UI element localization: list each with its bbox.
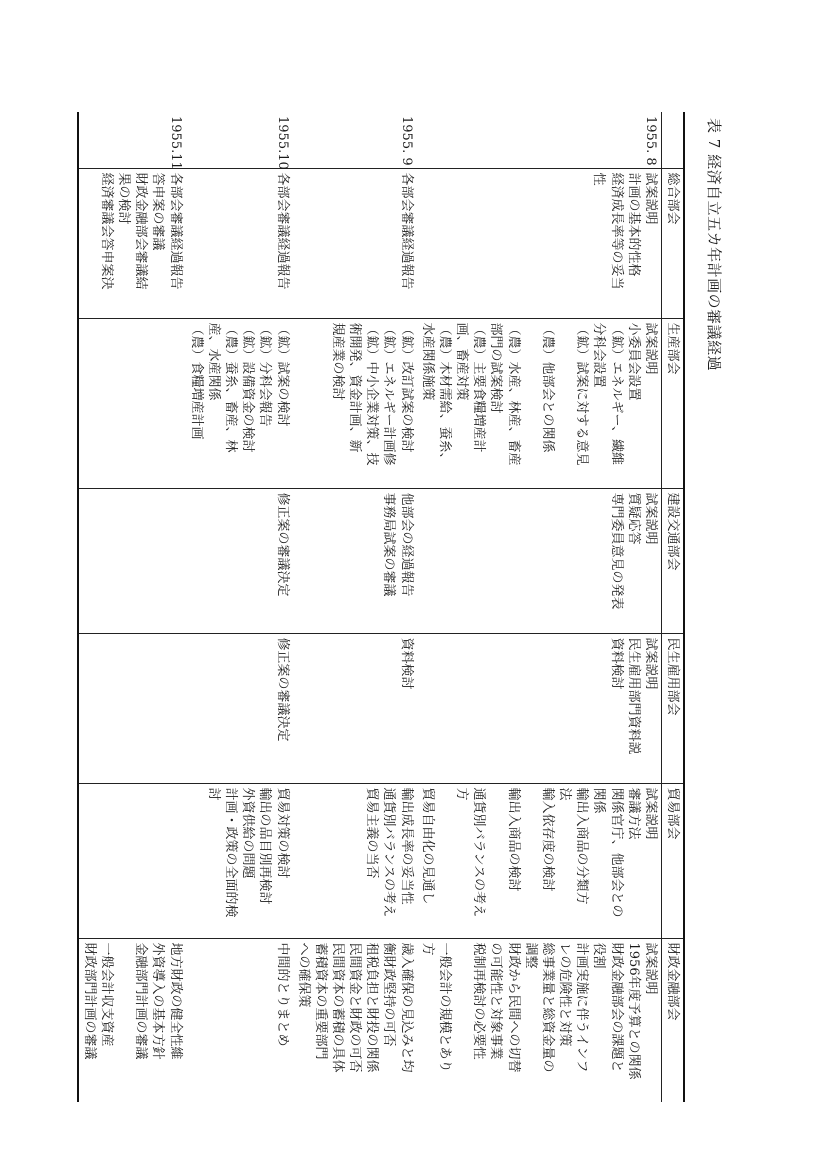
cell-line: 輸出の品目別再検討	[257, 787, 273, 905]
cell-line: の可能性と対象事業	[488, 942, 504, 1060]
cell-line: レの危険性と対策	[557, 942, 573, 1047]
cell-line: 関係官庁、他部会との	[608, 787, 624, 918]
table-title: 表 7 経済自立五カ年計画の審議経過	[705, 118, 723, 372]
header-sogo: 総合部会	[661, 168, 684, 318]
header-row	[661, 112, 684, 1102]
cell-line: 役割	[591, 942, 607, 969]
cell-line: 輸出成長率の妥当性	[398, 787, 414, 905]
cell-line: 輸出入商品の検討	[505, 787, 521, 892]
cell-line: 租税負担と財投の関係	[364, 942, 380, 1073]
cell-line: （鉱）エネルギー計画修	[381, 322, 397, 466]
cell-line: 通貨別バランスの考え	[381, 787, 397, 918]
cell-line: （鉱）分科会報告	[257, 322, 273, 427]
cell-line: 専門委員意見の発表	[608, 492, 624, 610]
cell-line: 1956年度予算との関係	[625, 942, 641, 1080]
cell-line: 水産関係施策	[419, 322, 435, 401]
header-minsei: 民生雇用部会	[661, 633, 684, 783]
cell-line: （鉱）改訂試案の検討	[398, 322, 414, 453]
cell-line: （鉱）試案に対する意見	[574, 322, 590, 466]
cell-line: 修正案の審議決定	[274, 637, 290, 742]
cell-line: 財政から民間への切替	[505, 942, 521, 1073]
cell-line: 試案説明	[642, 942, 658, 995]
cell-line: 蓄積資本の重要部門	[312, 942, 328, 1060]
cell-line: 試案説明	[642, 322, 658, 375]
cell-line: 総事業量と総資金量の	[539, 942, 555, 1073]
cell-line: 輸入依存度の検討	[539, 787, 555, 892]
cell-sogo	[293, 168, 417, 318]
cell-line: 衡財政堅持の可否	[381, 942, 397, 1047]
cell-line: 財政金融部会の課題と	[608, 942, 624, 1073]
cell-line: 地方財政の健全性維	[167, 942, 183, 1060]
cell-line: （鉱）試案の検討	[274, 322, 290, 427]
cell-line: 各部会審議経過報告	[167, 172, 183, 290]
cell-line: 産、水産関係	[205, 322, 221, 401]
row-date: 1955.10	[274, 116, 290, 170]
cell-line: 一般会計収支資産	[99, 942, 114, 1047]
cell-line: （鉱）設備資金の検討	[240, 322, 256, 453]
cell-kensetsu	[78, 488, 186, 633]
cell-line: 試案説明	[642, 172, 658, 225]
cell-line: 貿易自由化の見通し	[419, 787, 435, 905]
cell-zaisei	[417, 938, 662, 1102]
cell-line: 方	[454, 787, 470, 801]
cell-minsei	[78, 633, 186, 783]
table-row	[78, 112, 186, 1102]
cell-line: 資料検討	[608, 637, 624, 690]
cell-kensetsu	[417, 488, 662, 633]
cell-sogo	[186, 168, 293, 318]
cell-line: 通貨別バランスの考え	[471, 787, 487, 918]
table-row	[293, 112, 417, 1102]
cell-boeki	[293, 783, 417, 938]
header-kensetsu: 建設交通部会	[661, 488, 684, 633]
cell-line: への確保策	[295, 942, 311, 1008]
cell-line: 他部会の経過報告	[398, 492, 414, 597]
cell-line: 外資導入の基本方針	[150, 942, 166, 1060]
cell-line: 審議方法	[625, 787, 641, 840]
cell-zaisei	[293, 938, 417, 1102]
cell-line: 試案説明	[642, 637, 658, 690]
cell-line: （農）木材需給、蚕糸、	[436, 322, 452, 466]
cell-line: （鉱）中小企業対策、技	[364, 322, 380, 466]
cell-line: 資料検討	[398, 637, 414, 690]
cell-line: 質疑応答	[625, 492, 641, 545]
cell-line	[487, 788, 504, 934]
cell-line: 各部会審議経過報告	[274, 172, 290, 290]
cell-line	[436, 788, 453, 934]
cell-line: （鉱）エネルギー、繊維	[608, 322, 624, 465]
cell-line: 外資供給の問題	[240, 787, 256, 879]
deliberation-table	[77, 112, 685, 1102]
cell-line: 試案説明	[642, 787, 658, 840]
cell-line: 各部会審議経過報告	[398, 172, 414, 290]
cell-kensetsu	[293, 488, 417, 633]
cell-line	[115, 943, 132, 1099]
cell-minsei	[186, 633, 293, 783]
table-row	[186, 112, 293, 1102]
cell-boeki	[78, 783, 186, 938]
cell-zaisei	[78, 938, 186, 1102]
cell-line: 中間的とりまとめ	[274, 942, 290, 1047]
cell-line: 分科会設置	[591, 322, 607, 388]
cell-line: （農）他部会との関係	[539, 322, 555, 453]
cell-line: 一般会計の規模とあり	[436, 942, 452, 1073]
cell-sogo	[78, 168, 186, 318]
cell-sogo	[417, 168, 662, 318]
table-row	[417, 112, 662, 1102]
cell-line: （農）主要食糧増産計	[471, 322, 487, 453]
cell-zaisei	[186, 938, 293, 1102]
cell-line: 法	[557, 787, 573, 801]
cell-line: 民間資金と財政の可否	[347, 942, 363, 1073]
cell-seisan	[186, 318, 293, 488]
cell-line: 部門の試案検討	[488, 322, 504, 414]
rotated-table-frame	[81, 112, 725, 1112]
cell-boeki	[417, 783, 662, 938]
cell-line: 計画実施に伴うインフ	[574, 942, 590, 1073]
cell-line: 貿易主義の当否	[364, 787, 380, 879]
cell-line: 計画の基本的性格	[625, 172, 641, 277]
row-date: 1955. 9	[398, 116, 414, 166]
cell-line: 財政金融部会審議結	[133, 172, 149, 290]
row-date: 1955. 8	[642, 116, 658, 166]
header-date	[661, 112, 684, 168]
cell-line: 調整	[522, 942, 538, 969]
cell-minsei	[293, 633, 417, 783]
cell-line: 財政部門計画の審議	[81, 942, 97, 1060]
cell-line: 経済審議会答申案決	[99, 172, 114, 290]
cell-line: 答申案の審議	[150, 172, 166, 251]
cell-line: 金融部門計画の審議	[133, 942, 149, 1060]
header-zaisei: 財政金融部会	[661, 938, 684, 1102]
cell-line: 性	[591, 172, 607, 186]
header-boeki: 貿易部会	[661, 783, 684, 938]
cell-line: 試案説明	[642, 492, 658, 545]
cell-seisan	[293, 318, 417, 488]
cell-line: 画、畜産対策	[454, 322, 470, 401]
row-date: 1955.11	[78, 112, 186, 168]
cell-line	[522, 788, 539, 934]
cell-line: 貿易対策の検討	[274, 787, 290, 879]
cell-line: 小委員会設置	[625, 322, 641, 401]
cell-line: 事務局試案の審議	[381, 492, 397, 597]
cell-line: 果の検討	[116, 172, 132, 225]
cell-line: 歳入確保の見込みと均	[398, 942, 414, 1073]
cell-line: 術開発、資金計画、新	[347, 322, 363, 453]
cell-kensetsu	[186, 488, 293, 633]
cell-line: 民生雇用部門資料説	[625, 637, 641, 755]
cell-line: 税制再検討の必要性	[471, 942, 487, 1060]
cell-boeki	[186, 783, 293, 938]
cell-minsei	[417, 633, 662, 783]
cell-line: 方	[419, 942, 435, 956]
cell-line: 規産業の検討	[330, 322, 346, 401]
cell-line: 計画・政策の全面的検	[223, 787, 239, 918]
cell-line: 経済成長率等の妥当	[608, 172, 624, 290]
cell-line	[556, 323, 573, 484]
cell-line: 討	[205, 787, 221, 801]
cell-line: 民間資本の蓄積の具体	[330, 942, 346, 1073]
cell-line: 関係	[591, 787, 607, 814]
cell-line: （農）蚕糸、畜産、林	[223, 322, 239, 453]
cell-line	[453, 943, 470, 1099]
cell-seisan	[417, 318, 662, 488]
cell-line: 輸出入商品の分類方	[574, 787, 590, 905]
cell-line: （農）水産、林産、畜産	[505, 322, 521, 466]
header-seisan: 生産部会	[661, 318, 684, 488]
cell-seisan	[78, 318, 186, 488]
cell-line: 修正案の審議決定	[274, 492, 290, 597]
cell-line	[522, 323, 539, 484]
cell-line: （農）食糧増産計画	[188, 322, 204, 440]
